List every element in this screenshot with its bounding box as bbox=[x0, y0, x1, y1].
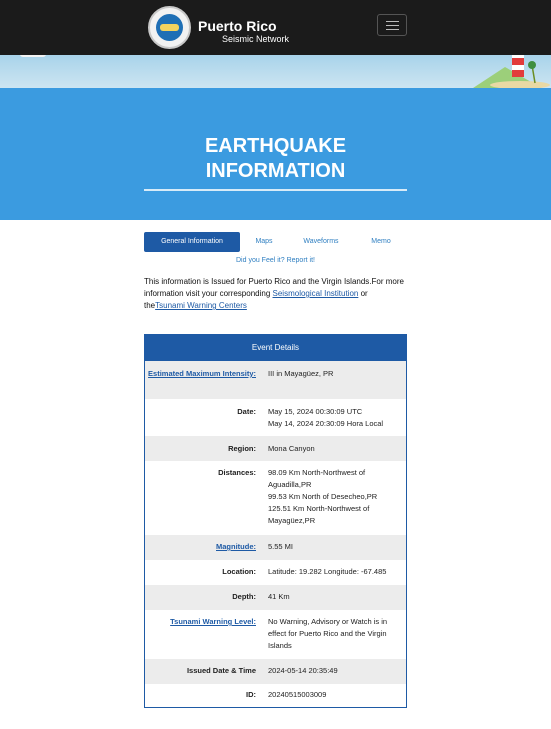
distance-mayaguez: 125.51 Km North-Northwest of Mayagüez,PR bbox=[268, 504, 370, 525]
table-row bbox=[145, 560, 406, 585]
row-value-tsunami bbox=[268, 616, 404, 652]
lighthouse-illustration bbox=[0, 55, 551, 90]
table-row bbox=[145, 436, 406, 461]
row-value-issued bbox=[268, 665, 404, 677]
row-value-intensity bbox=[268, 368, 404, 380]
page-title-line1: EARTHQUAKE bbox=[204, 135, 347, 157]
row-value-magnitude bbox=[268, 541, 404, 553]
info-tabs bbox=[144, 232, 407, 252]
table-row bbox=[145, 585, 406, 610]
brand-title[interactable]: Puerto Rico bbox=[198, 18, 277, 34]
notice-text-part1: This information is Issued for Puerto Rico and the Virgin Islands.For more information visit your corresponding bbox=[144, 277, 404, 298]
seal-island-shape bbox=[160, 24, 179, 31]
location-value: Latitude: 19.282 Longitude: -67.485 bbox=[268, 567, 387, 576]
page-title-line2: INFORMATION bbox=[205, 160, 346, 182]
top-navbar bbox=[0, 0, 551, 55]
table-row bbox=[145, 610, 406, 659]
row-label-region: Region: bbox=[228, 444, 256, 453]
intensity-value: III in Mayagüez, PR bbox=[268, 369, 334, 378]
banner-sky-strip bbox=[0, 55, 551, 90]
table-row bbox=[145, 361, 406, 399]
tsunami-warning-centers-link[interactable]: Tsunami Warning Centers bbox=[155, 301, 247, 310]
brand-subtitle[interactable]: Seismic Network bbox=[222, 34, 290, 44]
table-row bbox=[145, 461, 406, 535]
id-value: 20240515003009 bbox=[268, 690, 327, 699]
seismological-institution-link[interactable]: Seismological Institution bbox=[272, 289, 359, 298]
row-label-distances: Distances: bbox=[218, 468, 256, 477]
date-local: May 14, 2024 20:30:09 Hora Local bbox=[268, 419, 384, 428]
row-value-id bbox=[268, 689, 404, 701]
distance-aguadilla: 98.09 Km North-Northwest of Aguadilla,PR bbox=[268, 468, 366, 489]
row-label-intensity[interactable]: Estimated Maximum Intensity: bbox=[148, 369, 256, 378]
table-row bbox=[145, 399, 406, 436]
menu-bar-middle bbox=[386, 25, 399, 26]
tab-memo[interactable]: Memo bbox=[371, 238, 391, 245]
issued-value: 2024-05-14 20:35:49 bbox=[268, 666, 338, 675]
page-title bbox=[0, 134, 551, 184]
tab-waveforms[interactable]: Waveforms bbox=[303, 238, 339, 245]
row-label-id: ID: bbox=[246, 690, 256, 699]
row-label-location: Location: bbox=[222, 567, 256, 576]
row-value-location bbox=[268, 566, 404, 578]
date-utc: May 15, 2024 00:30:09 UTC bbox=[268, 407, 363, 416]
row-label-issued: Issued Date & Time bbox=[186, 666, 256, 675]
seal-icon[interactable] bbox=[148, 6, 191, 49]
row-value-depth bbox=[268, 591, 404, 603]
distance-desecheo: 99.53 Km North of Desecheo,PR bbox=[268, 492, 378, 501]
tab-general-information[interactable]: General Information bbox=[144, 232, 240, 252]
title-divider bbox=[144, 189, 407, 191]
notice-text-part2: or the bbox=[144, 289, 368, 310]
event-details-table bbox=[144, 334, 407, 708]
table-row bbox=[145, 659, 406, 684]
row-label-magnitude[interactable]: Magnitude: bbox=[216, 542, 256, 551]
menu-bar-bottom bbox=[386, 29, 399, 30]
table-row bbox=[145, 684, 406, 707]
event-details-heading: Event Details bbox=[145, 335, 406, 361]
region-value: Mona Canyon bbox=[268, 444, 315, 453]
tab-maps[interactable]: Maps bbox=[255, 238, 273, 245]
row-label-date: Date: bbox=[237, 407, 256, 416]
row-label-depth: Depth: bbox=[232, 592, 256, 601]
row-value-region bbox=[268, 443, 404, 455]
felt-report-link[interactable]: Did you Feel it? Report it! bbox=[236, 257, 315, 264]
row-value-distances bbox=[268, 467, 404, 527]
row-label-tsunami[interactable]: Tsunami Warning Level: bbox=[170, 617, 256, 626]
notice-text bbox=[144, 276, 407, 312]
seal-globe bbox=[156, 14, 183, 41]
magnitude-value: 5.55 MI bbox=[268, 542, 294, 551]
depth-value: 41 Km bbox=[268, 592, 290, 601]
table-row bbox=[145, 535, 406, 560]
hamburger-menu-icon[interactable] bbox=[377, 14, 407, 36]
row-value-date bbox=[268, 406, 404, 430]
tsunami-value: No Warning, Advisory or Watch is in effect for Puerto Rico and the Virgin Islands bbox=[268, 617, 388, 650]
menu-bar-top bbox=[386, 21, 399, 22]
